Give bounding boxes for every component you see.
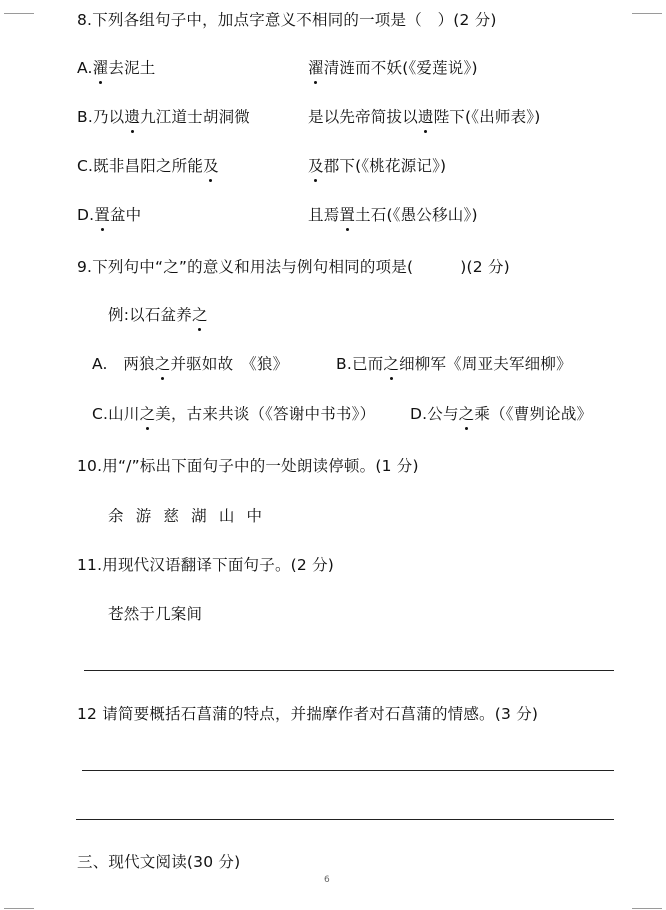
question-8-option-c-left: C.既非昌阳之所能及 [77,157,219,175]
question-10-stem: 10.用“/”标出下面句子中的一处朗读停顿。(1 分) [77,457,419,475]
question-12-stem: 12 请简要概括石菖蒲的特点，并揣摩作者对石菖蒲的情感。(3 分) [77,705,539,723]
sentence-char: 山 [218,507,235,525]
question-8-option-b-left: B.乃以遗九江道士胡洞微 [77,108,250,126]
sentence-char: 游 [135,507,152,525]
question-8-option-a-left: A.濯去泥土 [77,59,156,77]
question-8-option-d-left: D.置盆中 [77,206,142,224]
emphasis-char: 及 [308,157,324,175]
emphasis-char: 遗 [417,108,434,126]
emphasis-char: 之 [383,355,400,373]
emphasis-char: 之 [154,355,171,373]
answer-line-q12-2[interactable] [76,819,614,820]
question-11-sentence: 苍然于几案间 [108,605,203,623]
emphasis-char: 之 [458,405,475,423]
answer-line-q12-1[interactable] [82,770,614,771]
emphasis-char: 置 [94,206,110,224]
page-number: 6 [324,875,330,885]
crop-mark-top-right [632,0,662,14]
question-9-option-d: D.公与之乘（《曹刿论战》 [410,405,593,423]
emphasis-char: 濯 [308,59,324,77]
crop-mark-top-left [4,0,34,14]
question-8-option-b-right: 是以先帝简拔以遗陛下(《出师表》) [308,108,541,126]
question-10-sentence [108,505,274,527]
question-8-stem: 8.下列各组句子中，加点字意义不相同的一项是（ ）(2 分) [77,11,497,29]
question-9-option-b: B.已而之细柳军《周亚夫军细柳》 [336,355,572,373]
sentence-char: 慈 [163,507,180,525]
emphasis-char: 遗 [124,108,141,126]
emphasis-char: 置 [339,206,356,224]
section-3-title: 三、现代文阅读(30 分) [77,853,241,871]
question-8-option-c-right: 及郡下(《桃花源记》) [308,157,447,175]
question-8-option-d-right: 且焉置土石(《愚公移山》) [308,206,478,224]
answer-line-q11[interactable] [84,670,614,671]
emphasis-char: 濯 [92,59,109,77]
question-11-stem: 11.用现代汉语翻译下面句子。(2 分) [77,556,335,574]
question-9-stem: 9.下列句中“之”的意义和用法与例句相同的项是( )(2 分) [77,258,510,276]
emphasis-char: 及 [203,157,219,175]
question-9-option-a: A. 两狼之并驱如故 《狼》 [92,355,289,373]
sentence-char: 湖 [191,507,207,525]
question-9-option-c: C.山川之美，古来共谈（《答谢中书书》） [92,405,376,423]
sentence-char: 余 [108,507,124,525]
emphasis-char: 之 [191,306,208,324]
question-9-example: 例:以石盆养之 [108,306,208,324]
sentence-char: 中 [246,507,263,525]
emphasis-char: 之 [139,405,156,423]
question-8-option-a-right: 濯清涟而不妖(《爱莲说》) [308,59,478,77]
